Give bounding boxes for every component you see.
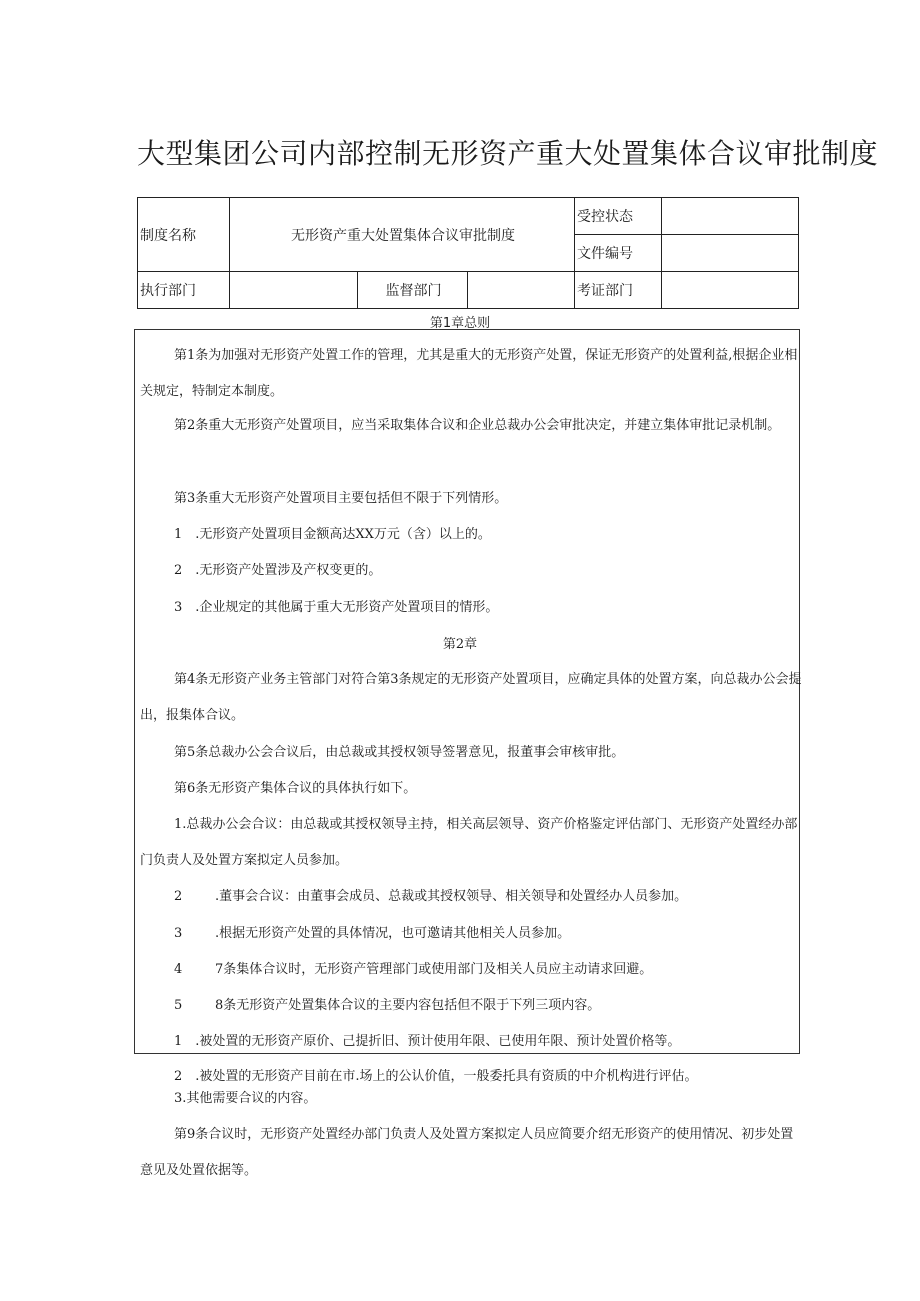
label-control-status: 受控状态 bbox=[575, 198, 662, 235]
article-3-item-1: 1 .无形资产处置项目金额高达XX万元（含）以上的。 bbox=[174, 527, 491, 542]
article-3-item-3: 3 .企业规定的其他属于重大无形资产处置项目的情形。 bbox=[174, 600, 499, 615]
value-control-status bbox=[662, 198, 799, 235]
value-file-number bbox=[662, 235, 799, 272]
meta-table bbox=[137, 197, 799, 309]
article-3-item-2: 2 .无形资产处置涉及产权变更的。 bbox=[174, 563, 382, 578]
label-review-dept: 考证部门 bbox=[575, 272, 662, 309]
value-review-dept bbox=[662, 272, 799, 309]
label-file-number: 文件编号 bbox=[575, 235, 662, 272]
article-8-item-1: 1 .被处置的无形资产原价、己提折旧、预计使用年限、已使用年限、预计处置价格等。 bbox=[174, 1034, 681, 1049]
article-1: 第1条为加强对无形资产处置工作的管理，尤其是重大的无形资产处置，保证无形资产的处置利益,根据企业相关规定，特制定本制度。 bbox=[140, 348, 798, 399]
article-6-item-1: 1.总裁办公会合议：由总裁或其授权领导主持，相关高层领导、资产价格鉴定评估部门、无形资产处置经办部门负责人及处置方案拟定人员参加。 bbox=[140, 817, 798, 868]
article-6-item-3: 3 .根据无形资产处置的具体情况，也可邀请其他相关人员参加。 bbox=[174, 926, 571, 941]
article-8: 5 8条无形资产处置集体合议的主要内容包括但不限于下列三项内容。 bbox=[174, 998, 601, 1013]
label-policy-name: 制度名称 bbox=[138, 198, 230, 272]
article-6: 第6条无形资产集体合议的具体执行如下。 bbox=[174, 781, 417, 796]
article-8-item-2: 2 .被处置的无形资产目前在市.场上的公认价值，一般委托具有资质的中介机构进行评估。 bbox=[174, 1069, 698, 1084]
article-5: 第5条总裁办公会合议后，由总裁或其授权领导签署意见，报董事会审核审批。 bbox=[174, 745, 625, 760]
chapter-2-heading: 第2章 bbox=[442, 637, 478, 652]
chapter-1-heading: 第1章总则 bbox=[429, 316, 491, 331]
article-2: 第2条重大无形资产处置项目，应当采取集体合议和企业总裁办公会审批决定，并建立集体审批记录机制。 bbox=[174, 418, 781, 433]
article-3: 第3条重大无形资产处置项目主要包括但不限于下列情形。 bbox=[174, 491, 508, 506]
value-policy-name: 无形资产重大处置集体合议审批制度 bbox=[230, 198, 575, 272]
article-9: 第9条合议时，无形资产处置经办部门负责人及处置方案拟定人员应简要介绍无形资产的使用情况、初步处置意见及处置依据等。 bbox=[140, 1127, 794, 1178]
label-exec-dept: 执行部门 bbox=[138, 272, 230, 309]
value-exec-dept bbox=[230, 272, 358, 309]
article-4: 第4条无形资产业务主管部门对符合第3条规定的无形资产处置项目，应确定具体的处置方案，向总裁办公会提出，报集体合议。 bbox=[140, 672, 802, 723]
document-title: 大型集团公司内部控制无形资产重大处置集体合议审批制度 bbox=[137, 137, 879, 170]
article-6-item-2: 2 .董事会合议：由董事会成员、总裁或其授权领导、相关领导和处置经办人员参加。 bbox=[174, 889, 688, 904]
article-7: 4 7条集体合议时，无形资产管理部门或使用部门及相关人员应主动请求回避。 bbox=[174, 962, 653, 977]
value-supervise-dept bbox=[468, 272, 575, 309]
label-supervise-dept: 监督部门 bbox=[358, 272, 468, 309]
article-8-item-3: 3.其他需要合议的内容。 bbox=[174, 1091, 317, 1106]
